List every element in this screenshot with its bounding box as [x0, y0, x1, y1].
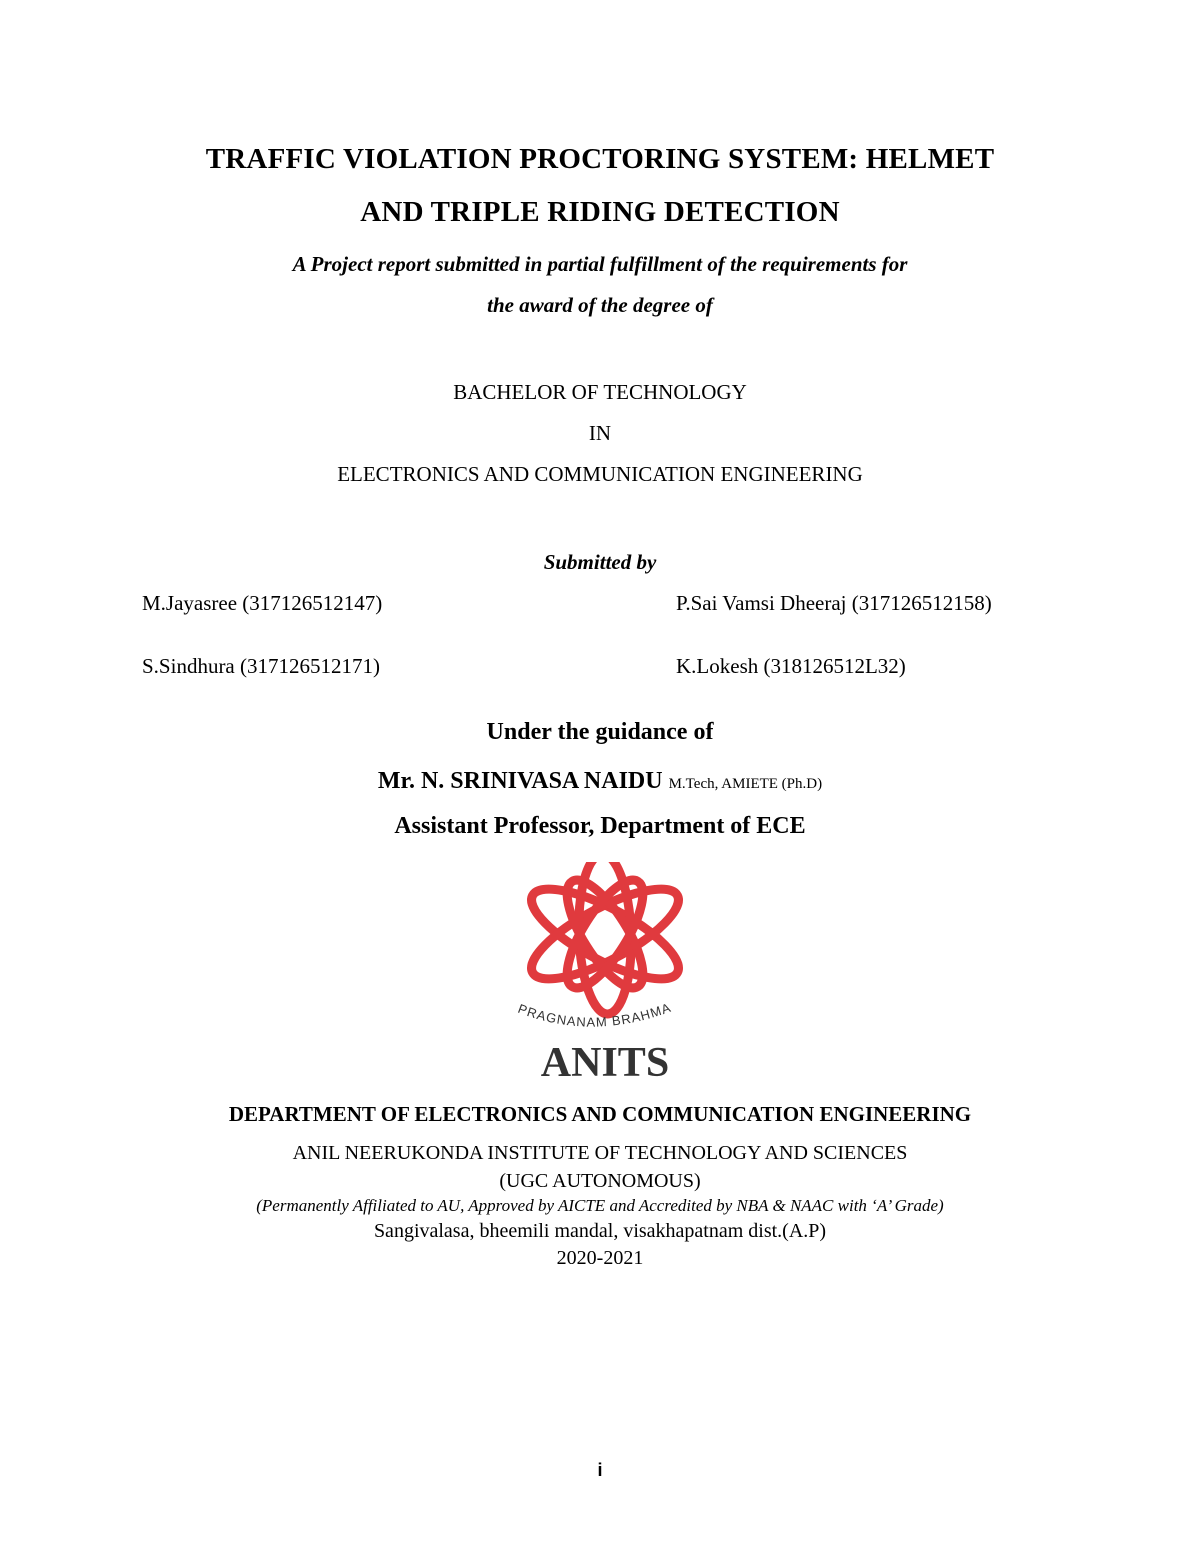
guide-name-line	[0, 768, 1200, 795]
subtitle-line-1: A Project report submitted in partial fulfillment of the requirements for	[292, 252, 908, 276]
guide-qualifications: M.Tech, AMIETE (Ph.D)	[668, 776, 823, 792]
guide-designation: Assistant Professor, Department of ECE	[394, 813, 806, 839]
student-2: P.Sai Vamsi Dheeraj (317126512158)	[676, 591, 992, 615]
degree-in: IN	[588, 421, 612, 445]
student-4: K.Lokesh (318126512L32)	[676, 654, 906, 678]
footer-department: DEPARTMENT OF ELECTRONICS AND COMMUNICATION ENGINEERING	[228, 1102, 972, 1126]
student-3: S.Sindhura (317126512171)	[142, 654, 380, 678]
student-1: M.Jayasree (317126512147)	[142, 591, 383, 615]
footer-year: 2020-2021	[556, 1247, 644, 1269]
title-line-1: TRAFFIC VIOLATION PROCTORING SYSTEM: HELMET	[205, 143, 995, 175]
logo-motto: PRAGNANAM BRAHMA	[515, 999, 674, 1030]
guidance-heading: Under the guidance of	[486, 719, 714, 745]
page-number: i	[597, 1460, 603, 1480]
footer-institute: ANIL NEERUKONDA INSTITUTE OF TECHNOLOGY AND SCIENCES	[292, 1142, 908, 1164]
degree-branch: ELECTRONICS AND COMMUNICATION ENGINEERING	[337, 462, 863, 486]
logo-name: ANITS	[540, 1040, 670, 1086]
anits-logo-icon	[505, 862, 705, 1087]
submitted-by-label: Submitted by	[543, 550, 657, 574]
guide-name: Mr. N. SRINIVASA NAIDU	[377, 768, 663, 794]
footer-autonomous: (UGC AUTONOMOUS)	[499, 1170, 701, 1192]
title-line-2: AND TRIPLE RIDING DETECTION	[360, 196, 840, 228]
footer-address: Sangivalasa, bheemili mandal, visakhapatnam dist.(A.P)	[373, 1220, 827, 1242]
subtitle-line-2: the award of the degree of	[487, 293, 713, 317]
footer-affiliation: (Permanently Affiliated to AU, Approved by AICTE and Accredited by NBA & NAAC with ‘A’ Grade)	[256, 1196, 944, 1215]
degree-name: BACHELOR OF TECHNOLOGY	[453, 380, 747, 404]
